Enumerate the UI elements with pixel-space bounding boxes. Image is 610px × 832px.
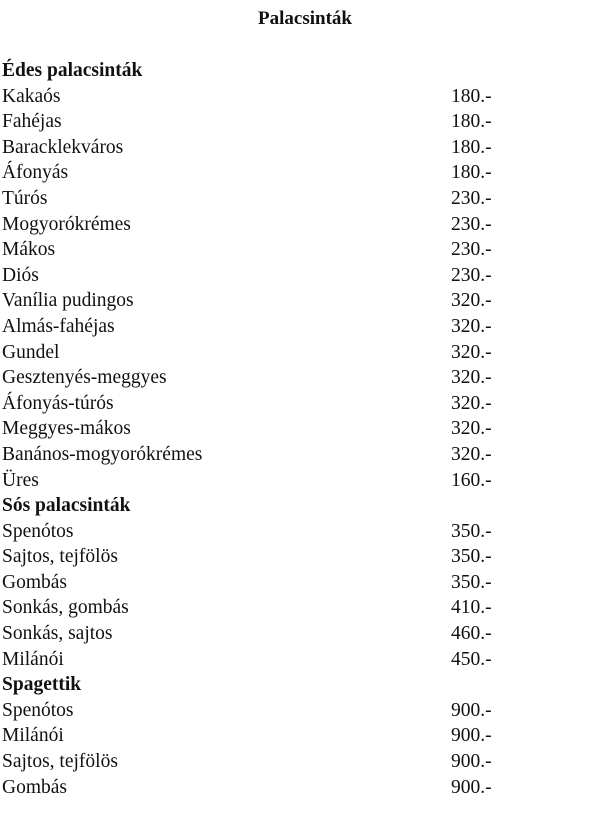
item-name: Diós (2, 264, 39, 286)
item-name: Mákos (2, 239, 56, 261)
item-name: Sajtos, tejfölös (2, 751, 118, 773)
item-name: Kakaós (2, 85, 61, 107)
item-name: Banános-mogyorókrémes (2, 443, 203, 465)
item-price: 320.- (451, 341, 492, 363)
menu-item (2, 723, 602, 749)
menu-item (2, 698, 602, 724)
page-title: Palacsinták (258, 8, 352, 29)
item-price: 320.- (451, 315, 492, 337)
item-name: Üres (2, 469, 39, 491)
item-name: Spenótos (2, 699, 74, 721)
item-name: Milánói (2, 648, 64, 670)
item-price: 350.- (451, 571, 492, 593)
menu-item (2, 391, 602, 417)
item-name: Gundel (2, 341, 60, 363)
menu-item (2, 749, 602, 775)
menu-item (2, 416, 602, 442)
item-price: 900.- (451, 699, 492, 721)
item-price: 350.- (451, 546, 492, 568)
menu-item (2, 135, 602, 161)
item-name: Milánói (2, 725, 64, 747)
item-price: 230.- (451, 239, 492, 261)
item-name: Baracklekváros (2, 136, 124, 158)
menu-item (2, 84, 602, 110)
item-name: Spenótos (2, 520, 74, 542)
menu-item (2, 212, 602, 238)
menu-item (2, 647, 602, 673)
item-price: 320.- (451, 367, 492, 389)
item-name: Áfonyás-túrós (2, 392, 114, 414)
item-price: 350.- (451, 520, 492, 542)
menu-item (2, 468, 602, 494)
section-heading: Spagettik (2, 674, 82, 696)
menu-list (2, 58, 602, 800)
item-price: 320.- (451, 392, 492, 414)
item-price: 410.- (451, 597, 492, 619)
item-price: 320.- (451, 418, 492, 440)
item-price: 180.- (451, 85, 492, 107)
menu-item (2, 519, 602, 545)
menu-item (2, 186, 602, 212)
menu-item (2, 775, 602, 801)
menu-item (2, 365, 602, 391)
item-name: Fahéjas (2, 111, 62, 133)
menu-item (2, 288, 602, 314)
item-price: 450.- (451, 648, 492, 670)
menu-item (2, 109, 602, 135)
item-price: 230.- (451, 213, 492, 235)
item-name: Áfonyás (2, 162, 69, 184)
item-name: Gombás (2, 571, 67, 593)
item-name: Sajtos, tejfölös (2, 546, 118, 568)
menu-item (2, 621, 602, 647)
item-price: 900.- (451, 725, 492, 747)
menu-item (2, 237, 602, 263)
item-price: 160.- (451, 469, 492, 491)
menu-item (2, 595, 602, 621)
item-price: 320.- (451, 290, 492, 312)
item-price: 900.- (451, 776, 492, 798)
item-name: Gesztenyés-meggyes (2, 367, 167, 389)
item-price: 180.- (451, 136, 492, 158)
item-name: Túrós (2, 187, 48, 209)
menu-item (2, 263, 602, 289)
item-name: Vanília pudingos (2, 290, 134, 312)
item-name: Meggyes-mákos (2, 418, 131, 440)
menu-item (2, 570, 602, 596)
section-heading: Édes palacsinták (2, 60, 143, 81)
item-name: Almás-fahéjas (2, 315, 115, 337)
menu-item (2, 442, 602, 468)
item-name: Sonkás, sajtos (2, 623, 113, 645)
item-price: 180.- (451, 111, 492, 133)
menu-item (2, 340, 602, 366)
item-name: Mogyorókrémes (2, 213, 131, 235)
item-price: 320.- (451, 443, 492, 465)
menu-item (2, 544, 602, 570)
menu-item (2, 160, 602, 186)
item-price: 460.- (451, 623, 492, 645)
item-name: Sonkás, gombás (2, 597, 129, 619)
item-price: 230.- (451, 264, 492, 286)
item-price: 900.- (451, 751, 492, 773)
menu-item (2, 314, 602, 340)
item-price: 180.- (451, 162, 492, 184)
item-price: 230.- (451, 187, 492, 209)
section-heading: Sós palacsinták (2, 495, 131, 517)
item-name: Gombás (2, 776, 67, 798)
